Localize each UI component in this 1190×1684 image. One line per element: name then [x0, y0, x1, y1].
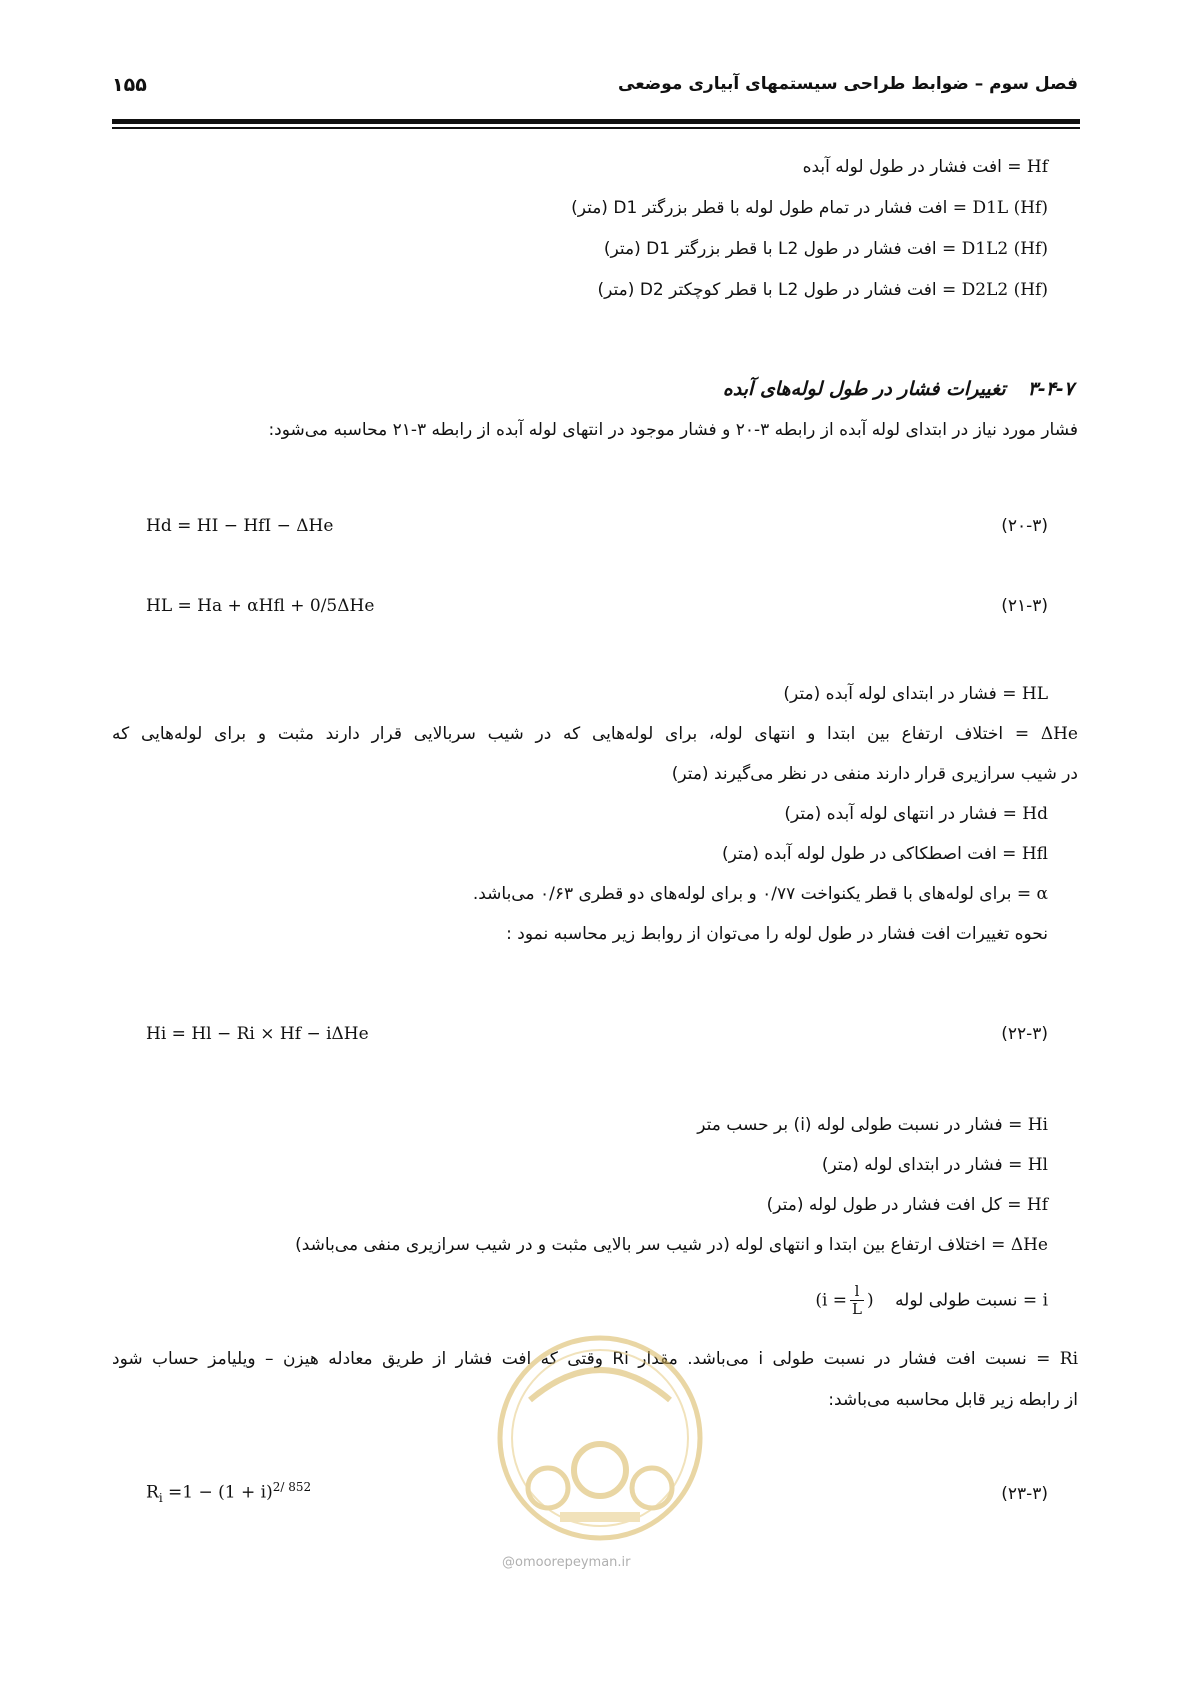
fraction-l-over-L: $\frac{l}{L}$ — [852, 1282, 863, 1318]
page-number: ۱۵۵ — [112, 74, 147, 96]
i-fraction-expression: (i = $\frac{l}{L}$ ) — [815, 1282, 874, 1318]
def-hf: Hf = افت فشار در طول لوله آبده — [802, 157, 1048, 177]
def-dhe2: ΔHe = اختلاف ارتفاع بین ابتدا و انتهای لوله (در شیب سر بالایی مثبت و در شیب سرازیری منفی می‌باشد) — [295, 1235, 1048, 1255]
section-heading — [723, 378, 1074, 400]
def-hf-d1l: (Hf) D1L = افت فشار در تمام طول لوله با قطر بزرگتر D1 (متر) — [571, 198, 1048, 218]
header-rule-thick — [112, 119, 1080, 124]
equation-21: HL = Ha + αHfl + 0/5ΔHe — [146, 596, 375, 616]
def-hf-d2l2: (Hf) D2L2 = افت فشار در طول L2 با قطر کوچکتر D2 (متر) — [597, 280, 1048, 300]
watermark-logo — [490, 1320, 710, 1550]
def-hf-d1l2: (Hf) D1L2 = افت فشار در طول L2 با قطر بزرگتر D1 (متر) — [603, 239, 1048, 259]
def-hf2: Hf = کل افت فشار در طول لوله (متر) — [766, 1195, 1048, 1215]
header-rule-thin — [112, 127, 1080, 129]
section-intro: فشار مورد نیاز در ابتدای لوله آبده از رابطه ۳-۲۰ و فشار موجود در انتهای لوله آبده از رابطه ۳-۲۱ محاسبه می‌شود: — [268, 420, 1078, 440]
equation-23: $R_i =1 - (1 + i)^{2/ 852}$ — [146, 1480, 312, 1506]
def-ri-line2: از رابطه زیر قابل محاسبه می‌باشد: — [828, 1390, 1078, 1410]
def-hl2: Hl = فشار در ابتدای لوله (متر) — [821, 1155, 1048, 1175]
def-hi: Hi = فشار در نسبت طولی لوله (i) بر حسب متر — [697, 1115, 1048, 1135]
method-sentence: نحوه تغییرات افت فشار در طول لوله را می‌توان از روابط زیر محاسبه نمود : — [506, 924, 1048, 944]
watermark-url: @omoorepeyman.ir — [502, 1555, 631, 1570]
equation-23-number: (۲۳-۳) — [1001, 1484, 1048, 1504]
equation-20: Hd = HI − HfI − ΔHe — [146, 516, 334, 536]
equation-20-number: (۲۰-۳) — [1001, 516, 1048, 536]
equation-22: Hi = Hl − Ri × Hf − iΔHe — [146, 1024, 369, 1044]
section-number: ۳-۴-۷ — [1027, 378, 1074, 400]
def-dhe-line2: در شیب سرازیری قرار دارند منفی در نظر می‌گیرند (متر) — [671, 764, 1078, 784]
def-ri-line1: Ri = نسبت افت فشار در نسبت طولی i می‌باشد. مقدار Ri وقتی که افت فشار از طریق معادله هیزن – ویلیامز حساب شود — [112, 1349, 1079, 1369]
def-dhe-line1: ΔHe = اختلاف ارتفاع بین ابتدا و انتهای لوله، برای لوله‌هایی که در شیب سربالایی قرار دارند مثبت و برای لوله‌هایی که — [112, 724, 1078, 744]
section-title: تغییرات فشار در طول لوله‌های آبده — [722, 378, 1006, 400]
equation-22-number: (۲۲-۳) — [1001, 1024, 1048, 1044]
chapter-title: فصل سوم – ضوابط طراحی سیستمهای آبیاری موضعی — [618, 74, 1078, 94]
def-hl: HL = فشار در ابتدای لوله آبده (متر) — [783, 684, 1048, 704]
def-alpha: α = برای لوله‌های با قطر یکنواخت ۰/۷۷ و برای لوله‌های دو قطری ۰/۶۳ می‌باشد. — [472, 884, 1048, 904]
def-hd: Hd = فشار در انتهای لوله آبده (متر) — [784, 804, 1048, 824]
equation-21-number: (۲۱-۳) — [1001, 596, 1048, 616]
def-hfl: Hfl = افت اصطکاکی در طول لوله آبده (متر) — [722, 844, 1048, 864]
def-i: i = نسبت طولی لوله (i = $\frac{l}{L}$ ) — [815, 1282, 1048, 1318]
